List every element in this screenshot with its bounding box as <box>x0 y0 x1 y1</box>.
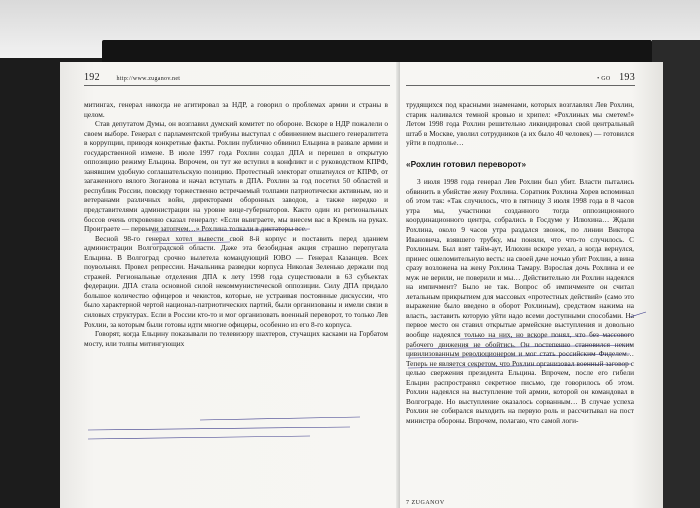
paragraph: Став депутатом Думы, он возглавил думский комитет по обороне. Вскоре в НДР пожалели о своем выборе. Генерал с парламентской трибуны выступал с обвинением высшего генералитета в коррупции, приводя конкретные факты. Рохлин публично обвинил Ельцина в развале армии и государственной измене. В июле 1997 года Рохлин создал ДПА и перешел в открытую оппозицию режиму Ельцина. Впрочем, он тут же вступил в конфликт и с руководством КПРФ, занявшим удобную соглашательскую позицию. Протестный электорат отшатнулся от КПРФ, от загаженного вялого Зюганова и начал вступать в ДПА. Рохлин за год посетил 50 областей и республик России, повсюду торжественно встречаемый толпами патриотически активным, но и ветеранами различных войн, директорами оборонных заводов, а также нередко и представителями администрации на уровне вице-губернаторов. Както один из региональных боссов очень откровенно сказал генералу: «Если выиграете, мы внесем вас в Кремль на руках. Проиграете — первыми затопчем…» Рохлина толкали в диктаторы все. <box>84 119 388 234</box>
left-page-number: 192 <box>84 72 100 83</box>
left-body-text <box>84 100 388 348</box>
right-running-head <box>406 72 635 86</box>
right-page <box>400 62 663 508</box>
paragraph: Весной 98-го генерал хотел вывести свой 8-й корпус и поставить перед зданием администрации Волгоградской области. Даже эта безобидная акция страшно перепугала Ельцина. В Волгоград срочно вылетела командующий ЮВО — Генерал Казанцев. Всех поувольнял. Провел репрессии. Начальника разведки корпуса Николая Зеленько держали под стражей. Региональные отделения ДПА к лету 1998 года существовали в 63 субъектах федерации. ДПА стала основной силой некоммунистической оппозиции. Силу ДПА придало большое количество офицеров и чекистов, которые, не устраивая постоянные дискуссии, что было характерной чертой национал-патриотических партий, были организованы и имели связи в силовых структурах. Если в России кто-то и мог организовать военный переворот, то только Лев Рохлин, за которым были готовы идти многие офицеры, особенно из его 8-го корпуса. <box>84 233 388 329</box>
paragraph: Говорят, когда Ельцину показывали по телевизору шахтеров, стучащих касками на Горбатом мосту, или толпы митингующих <box>84 329 388 348</box>
left-running-head <box>84 72 390 86</box>
paragraph: трудящихся под красными знаменами, которых возглавлял Лев Рохлин, старик наливался темной кровью и хрипел: «Рохлиных мы сметем!» Летом 1998 года Рохлин решительно ликвидировал свой центральный штаб в Москве, уволил сотрудников (а их было 40 человек) — готовился уйти в подполье… <box>406 100 634 148</box>
right-page-number: 193 <box>619 72 635 83</box>
left-page <box>60 62 400 508</box>
site-url: http://www.zuganov.net <box>116 76 181 82</box>
page-footer: 7 ZUGANOV <box>406 500 445 506</box>
section-heading: «Рохлин готовил переворот» <box>406 158 527 169</box>
paragraph: митингах, генерал никогда не агитировал за НДР, а говорил о проблемах армии и страны в целом. <box>84 100 388 119</box>
right-body-text <box>406 100 634 426</box>
section-marker: • GO <box>597 76 611 82</box>
paragraph: 3 июля 1998 года генерал Лев Рохлин был убит. Власти пытались обвинить в убийстве жену Рохлина. Соратник Рохлина Хорев вспоминал об этом так: «Так случилось, что в пятницу 3 июля 1998 года в 8 часов утра мы, участники созданного тогда оппозиционного координационного центра, собрались в Госдуме у Илюхина… Ждали Рохлина, около 9 часов утра раздался звонок, по линии Виктора Ивановича, взявшего трубку, мы поняли, что что-то случилось. С Рохлиным. Был взят тайм-аут, Илюхин вскоре уехал, а когда вернулся, принес ошеломительную весть: на своей даче ночью убит Рохлин, а вина сразу возложена на жену Рохлина Тамару. Взрослая дочь Рохлина и ее муж не верили, не поверили и мы… Действительно ли Рохлин надеялся на импичмент? Было не так. Вопрос об импичменте он считал летальным прикрытием для массовых «протестных действий» (само это выражение было введено в оборот Рохлиным), средством нажима на власть, заставить которую уйти надо всеми доступными способами. На первое место он ставил открытые армейские выступления и довольно вообще надеялся только на них, но вскоре понял, что без массового рабочего движения не обойтись. Он постепенно становился неким цивилизованным революционером и мог стать российским Фиделем… Теперь не является секретом, что Рохлин организовал военный заговор с целью свержения президента Ельцина. Впрочем, после его гибели Ельцин распространял секретное письмо, где говорилось об этом. Рохлин надеялся на выступление той армии, которой он командовал в Волгограде. Но выступление оказалось сорванным… В случае успеха Рохлин не собирался выходить на первую роль и рассчитывал на пост министра обороны. Впрочем, полагаю, что самой логи- <box>406 177 634 425</box>
